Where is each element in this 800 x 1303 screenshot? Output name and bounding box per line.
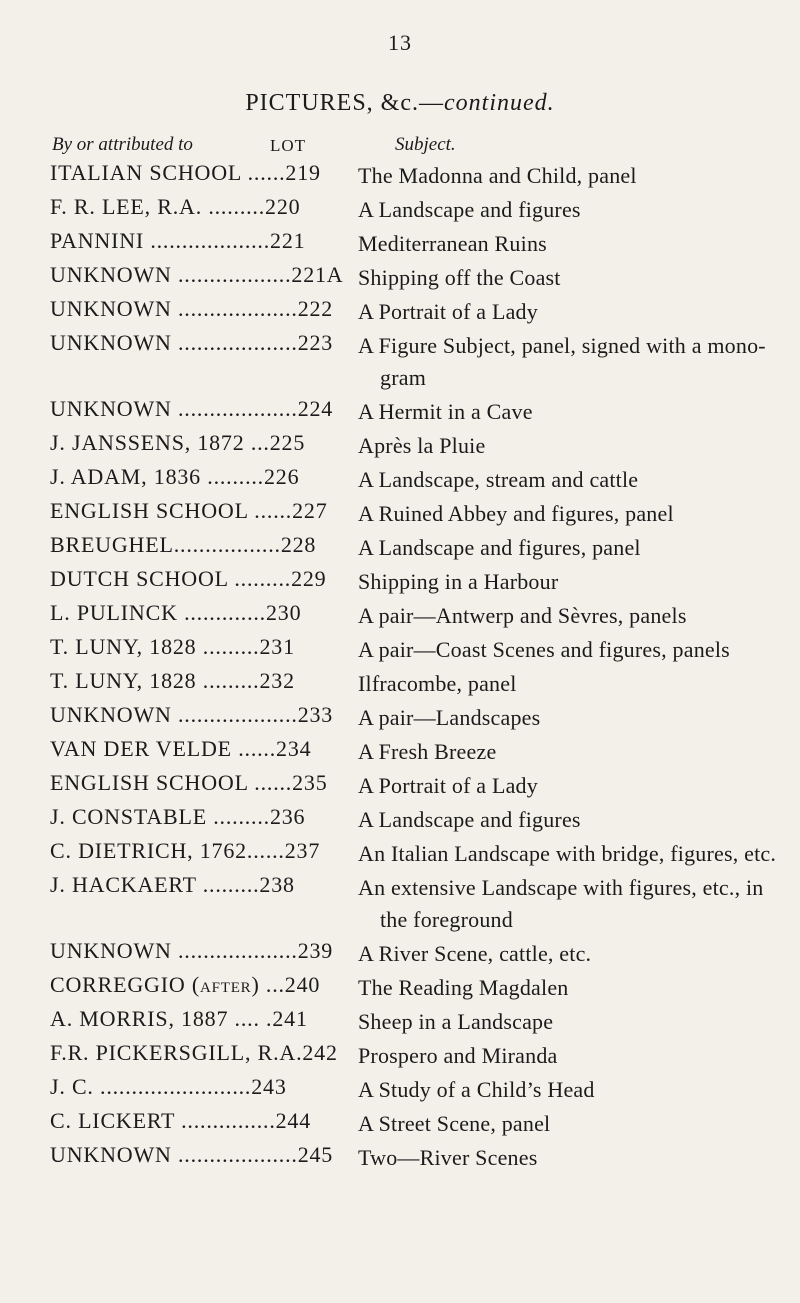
lot-subject bbox=[358, 668, 788, 700]
lot-artist-and-number: T. LUNY, 1828 .........232 bbox=[50, 668, 295, 693]
lot-row bbox=[0, 294, 800, 328]
lot-subject-text: An extensive Landscape with figures, etc., in bbox=[358, 875, 764, 900]
column-heading-attributed: By or attributed to bbox=[52, 134, 193, 155]
lot-artist-and-number: ENGLISH SCHOOL ......235 bbox=[50, 770, 328, 795]
lot-subject bbox=[358, 938, 788, 970]
lot-subject bbox=[358, 532, 788, 564]
lot-row bbox=[0, 260, 800, 294]
lot-subject bbox=[358, 396, 788, 428]
lot-subject bbox=[358, 702, 788, 734]
lot-subject-text: A Hermit in a Cave bbox=[358, 399, 533, 424]
lot-row bbox=[0, 936, 800, 970]
lot-artist-and-number: VAN DER VELDE ......234 bbox=[50, 736, 312, 761]
lot-subject-text: Mediterranean Ruins bbox=[358, 231, 547, 256]
column-heading-lot: LOT bbox=[270, 136, 307, 155]
column-heading-subject: Subject. bbox=[395, 134, 456, 155]
lot-subject-text: A Landscape, stream and cattle bbox=[358, 467, 639, 492]
lot-row bbox=[0, 598, 800, 632]
lot-artist-and-number: UNKNOWN ...................222 bbox=[50, 296, 334, 321]
lot-subject bbox=[358, 838, 788, 870]
lot-artist-and-number: F. R. LEE, R.A. .........220 bbox=[50, 194, 301, 219]
lot-artist-and-number: DUTCH SCHOOL .........229 bbox=[50, 566, 327, 591]
lot-subject bbox=[358, 330, 788, 394]
lot-row bbox=[0, 564, 800, 598]
lot-subject bbox=[358, 296, 788, 328]
lot-subject bbox=[358, 194, 788, 226]
lot-artist-and-number: J. JANSSENS, 1872 ...225 bbox=[50, 430, 306, 455]
lot-subject-text: Two—River Scenes bbox=[358, 1145, 538, 1170]
lot-artist-and-number: J. C. ........................243 bbox=[50, 1074, 287, 1099]
lot-subject bbox=[358, 972, 788, 1004]
lot-artist-and-number: F.R. PICKERSGILL, R.A.242 bbox=[50, 1040, 338, 1065]
lot-subject-text: Ilfracombe, panel bbox=[358, 671, 517, 696]
lot-subject bbox=[358, 736, 788, 768]
lot-row bbox=[0, 328, 800, 394]
lot-row bbox=[0, 802, 800, 836]
lot-list bbox=[0, 158, 800, 1174]
lot-subject-text: A Landscape and figures bbox=[358, 197, 581, 222]
lot-row bbox=[0, 734, 800, 768]
lot-subject bbox=[358, 262, 788, 294]
lot-subject-text: A Portrait of a Lady bbox=[358, 773, 538, 798]
lot-subject-text: A Study of a Child’s Head bbox=[358, 1077, 595, 1102]
lot-row bbox=[0, 970, 800, 1004]
lot-artist-and-number: BREUGHEL.................228 bbox=[50, 532, 317, 557]
lot-artist-and-number: ITALIAN SCHOOL ......219 bbox=[50, 160, 321, 185]
lot-artist-and-number: L. PULINCK .............230 bbox=[50, 600, 302, 625]
lot-row bbox=[0, 632, 800, 666]
lot-subject-continuation: the foreground bbox=[380, 907, 513, 932]
column-headings bbox=[0, 134, 800, 160]
page-number: 13 bbox=[388, 30, 412, 55]
lot-artist-and-number: UNKNOWN ...................233 bbox=[50, 702, 334, 727]
lot-row bbox=[0, 1004, 800, 1038]
lot-artist-and-number: UNKNOWN ..................221A bbox=[50, 262, 344, 287]
lot-row bbox=[0, 768, 800, 802]
lot-subject-text: A Ruined Abbey and figures, panel bbox=[358, 501, 674, 526]
lot-row bbox=[0, 700, 800, 734]
lot-subject bbox=[358, 498, 788, 530]
lot-subject-text: Shipping in a Harbour bbox=[358, 569, 559, 594]
lot-subject-text: An Italian Landscape with bridge, figures, etc. bbox=[358, 841, 777, 866]
lot-subject-text: A Fresh Breeze bbox=[358, 739, 497, 764]
lot-artist-and-number: J. ADAM, 1836 .........226 bbox=[50, 464, 300, 489]
lot-subject-text: A River Scene, cattle, etc. bbox=[358, 941, 592, 966]
lot-subject bbox=[358, 566, 788, 598]
lot-row bbox=[0, 226, 800, 260]
lot-artist-and-number: T. LUNY, 1828 .........231 bbox=[50, 634, 295, 659]
lot-row bbox=[0, 1072, 800, 1106]
lot-subject bbox=[358, 160, 788, 192]
lot-subject bbox=[358, 1142, 788, 1174]
lot-subject bbox=[358, 804, 788, 836]
lot-subject bbox=[358, 1006, 788, 1038]
lot-subject-text: A Landscape and figures, panel bbox=[358, 535, 641, 560]
lot-row bbox=[0, 158, 800, 192]
running-head bbox=[0, 90, 800, 117]
lot-subject-text: Après la Pluie bbox=[358, 433, 486, 458]
lot-subject-text: Prospero and Miranda bbox=[358, 1043, 558, 1068]
lot-subject-text: A pair—Landscapes bbox=[358, 705, 541, 730]
lot-row bbox=[0, 462, 800, 496]
lot-artist-and-number: A. MORRIS, 1887 .... .241 bbox=[50, 1006, 308, 1031]
lot-artist-and-number: PANNINI ...................221 bbox=[50, 228, 306, 253]
lot-subject bbox=[358, 1074, 788, 1106]
lot-subject bbox=[358, 430, 788, 462]
lot-artist-and-number: J. CONSTABLE .........236 bbox=[50, 804, 306, 829]
lot-subject bbox=[358, 634, 788, 666]
lot-subject bbox=[358, 600, 788, 632]
lot-row bbox=[0, 870, 800, 936]
lot-artist-and-number: UNKNOWN ...................223 bbox=[50, 330, 334, 355]
lot-artist-and-number: UNKNOWN ...................224 bbox=[50, 396, 334, 421]
lot-subject bbox=[358, 228, 788, 260]
lot-subject bbox=[358, 1108, 788, 1140]
lot-artist-and-number: ENGLISH SCHOOL ......227 bbox=[50, 498, 328, 523]
lot-subject bbox=[358, 770, 788, 802]
lot-subject-text: A Portrait of a Lady bbox=[358, 299, 538, 324]
lot-artist-and-number: CORREGGIO (after) ...240 bbox=[50, 972, 321, 997]
lot-subject-text: The Reading Magdalen bbox=[358, 975, 569, 1000]
lot-row bbox=[0, 1038, 800, 1072]
lot-subject bbox=[358, 464, 788, 496]
lot-artist-and-number: UNKNOWN ...................245 bbox=[50, 1142, 334, 1167]
lot-artist-and-number: UNKNOWN ...................239 bbox=[50, 938, 334, 963]
lot-row bbox=[0, 836, 800, 870]
lot-row bbox=[0, 1106, 800, 1140]
lot-subject-text: A pair—Coast Scenes and figures, panels bbox=[358, 637, 730, 662]
lot-subject-text: A Figure Subject, panel, signed with a mono- bbox=[358, 333, 766, 358]
lot-row bbox=[0, 496, 800, 530]
lot-subject-text: A Street Scene, panel bbox=[358, 1111, 551, 1136]
lot-subject-text: Shipping off the Coast bbox=[358, 265, 561, 290]
lot-row bbox=[0, 394, 800, 428]
lot-row bbox=[0, 666, 800, 700]
lot-subject bbox=[358, 1040, 788, 1072]
lot-row bbox=[0, 530, 800, 564]
lot-subject-text: A pair—Antwerp and Sèvres, panels bbox=[358, 603, 687, 628]
lot-subject-text: The Madonna and Child, panel bbox=[358, 163, 637, 188]
lot-artist-and-number: J. HACKAERT .........238 bbox=[50, 872, 295, 897]
lot-row bbox=[0, 1140, 800, 1174]
lot-subject-text: A Landscape and figures bbox=[358, 807, 581, 832]
lot-row bbox=[0, 192, 800, 226]
lot-artist-and-number: C. LICKERT ...............244 bbox=[50, 1108, 312, 1133]
lot-subject-continuation: gram bbox=[380, 365, 427, 390]
running-head-continued: continued. bbox=[444, 90, 555, 116]
lot-row bbox=[0, 428, 800, 462]
running-head-title: PICTURES, &c.— bbox=[245, 90, 445, 116]
lot-subject-text: Sheep in a Landscape bbox=[358, 1009, 554, 1034]
lot-artist-and-number: C. DIETRICH, 1762......237 bbox=[50, 838, 321, 863]
lot-subject bbox=[358, 872, 788, 936]
